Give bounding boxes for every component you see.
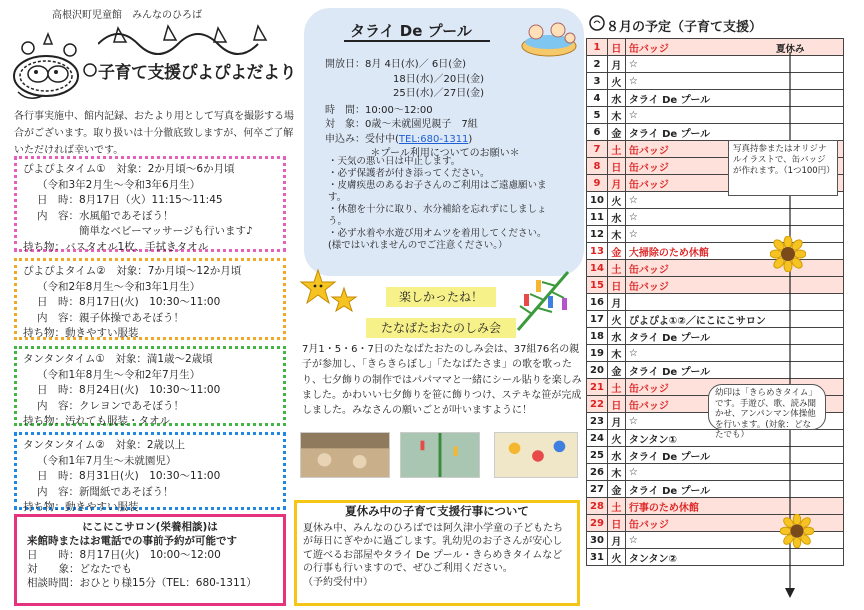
event-tantan-2 bbox=[14, 432, 286, 513]
schedule-weekday: 日 bbox=[607, 158, 625, 175]
event-content: 内 容：新聞紙であそぼう！ bbox=[37, 485, 174, 498]
pool-notice-title: ＊プール利用についてのお願い＊ bbox=[370, 148, 520, 159]
summer-title: 夏休み中の子育て支援行事について bbox=[345, 504, 529, 518]
schedule-weekday: 月 bbox=[607, 175, 625, 192]
pool-rules bbox=[328, 156, 558, 252]
event-heading: ぴよぴよタイム② 対象：7か月頃～12か月頃 bbox=[23, 265, 242, 277]
schedule-weekday: 木 bbox=[607, 107, 625, 124]
schedule-day-number: 29 bbox=[587, 515, 608, 532]
salon-time: 相談時間：おひとり様15分（TEL：680-1311） bbox=[27, 577, 257, 589]
event-tantan-1 bbox=[14, 346, 286, 426]
schedule-event: タライ De プール bbox=[625, 481, 843, 498]
pool-rule: ・必ず水着や水遊び用オムツを着用してください。(様ではいれませんのでご注意ください。） bbox=[328, 228, 547, 251]
pool-target-value: 0歳～未就園児親子 7組 bbox=[365, 119, 478, 130]
sunflower-icon bbox=[780, 514, 814, 548]
pool-date-row bbox=[325, 58, 575, 73]
schedule-day-number: 3 bbox=[587, 73, 608, 90]
schedule-weekday: 火 bbox=[607, 192, 625, 209]
schedule-day-number: 2 bbox=[587, 56, 608, 73]
schedule-day-number: 26 bbox=[587, 464, 608, 481]
kirameki-info-bubble: 幼印は「きらめきタイム」です。手遊び、歌、読み聞かせ、アンパンマン体操他を行います。(対象：どなたでも） bbox=[708, 384, 826, 430]
event-heading: タンタンタイム② 対象：2歳以上 bbox=[23, 439, 186, 451]
pool-date-value: 8月 4日(水)／ 6日(金) bbox=[365, 59, 467, 70]
schedule-weekday: 日 bbox=[607, 277, 625, 294]
ribbon-decoration bbox=[98, 20, 278, 56]
pool-target-row bbox=[325, 118, 575, 133]
pool-date-label bbox=[325, 87, 365, 102]
schedule-event: 缶バッジ bbox=[625, 141, 843, 158]
event-piyopiyo-1 bbox=[14, 156, 286, 252]
schedule-day-number: 10 bbox=[587, 192, 608, 209]
schedule-event: タライ De プール bbox=[625, 124, 843, 141]
pool-apply-text: 受付中( bbox=[365, 133, 399, 145]
schedule-weekday: 木 bbox=[607, 226, 625, 243]
schedule-weekday: 水 bbox=[607, 209, 625, 226]
pool-apply-label: 申込み： bbox=[325, 133, 365, 145]
schedule-day-number: 30 bbox=[587, 532, 608, 549]
schedule-event: 缶バッジ bbox=[625, 379, 843, 396]
schedule-event: ☆ bbox=[625, 209, 843, 226]
summer-events-box bbox=[294, 500, 580, 606]
schedule-day-number: 21 bbox=[587, 379, 608, 396]
schedule-event: 缶バッジ bbox=[625, 396, 843, 413]
schedule-event: タンタン② bbox=[625, 549, 843, 566]
schedule-day-number: 18 bbox=[587, 328, 608, 345]
photo-notice: 各行事実施中、館内記録、おたより用として写真を撮影する場合がございます。取り扱いは十分徹底致しますが、何卒ご了解いただければ幸いです。 bbox=[14, 111, 294, 156]
summer-vacation-label: 夏休み bbox=[776, 44, 805, 55]
pool-date-value: 18日(水)／20日(金) bbox=[393, 73, 485, 85]
pool-target-label: 対 象： bbox=[325, 119, 365, 130]
schedule-weekday: 火 bbox=[607, 549, 625, 566]
calendar-title: ８月の予定（子育て支援） bbox=[606, 20, 763, 35]
schedule-event: ☆ bbox=[625, 345, 843, 362]
tanabata-photo bbox=[494, 432, 578, 478]
schedule-event: 缶バッジ bbox=[625, 158, 843, 175]
schedule-weekday: 月 bbox=[607, 413, 625, 430]
schedule-event: 缶バッジ bbox=[625, 515, 843, 532]
schedule-event: 缶バッジ bbox=[625, 277, 843, 294]
schedule-day-number: 24 bbox=[587, 430, 608, 447]
schedule-event: タライ De プール bbox=[625, 447, 843, 464]
schedule-weekday: 日 bbox=[607, 515, 625, 532]
summer-text: 夏休み中、みんなのひろばでは阿久津小学童の子どもたちが毎日にぎやかに過ごします。乳幼児のお子さんが安心して遊べるお部屋やタライ De プール・きらめきタイムなどの行事も行いますので、ぜひご利用ください。 bbox=[303, 522, 563, 574]
calendar-heading-icon bbox=[588, 14, 606, 32]
schedule-weekday: 水 bbox=[607, 328, 625, 345]
tanabata-photo bbox=[400, 432, 480, 478]
schedule-weekday: 水 bbox=[607, 90, 625, 107]
tanabata-title: たなばたおたのしみ会 bbox=[366, 318, 516, 338]
schedule-weekday: 月 bbox=[607, 294, 625, 311]
schedule-weekday: 木 bbox=[607, 464, 625, 481]
pool-date-label bbox=[325, 73, 365, 88]
pool-time-row bbox=[325, 104, 575, 119]
event-content: 内 容：水風船であそぼう！ bbox=[37, 209, 174, 222]
event-content: 内 容：親子体操であそぼう！ bbox=[37, 311, 184, 324]
schedule-event: 行事のため休館 bbox=[625, 498, 843, 515]
schedule-day-number: 17 bbox=[587, 311, 608, 328]
schedule-day-number: 5 bbox=[587, 107, 608, 124]
event-bring: 持ち物：バスタオル1枚、手拭きタオル bbox=[23, 240, 209, 253]
schedule-day-number: 19 bbox=[587, 345, 608, 362]
schedule-weekday: 火 bbox=[607, 73, 625, 90]
schedule-event: 缶バッジ bbox=[625, 175, 843, 192]
schedule-weekday: 金 bbox=[607, 481, 625, 498]
schedule-event: ☆ bbox=[625, 413, 843, 430]
schedule-weekday: 日 bbox=[607, 396, 625, 413]
schedule-event: ☆ bbox=[625, 532, 843, 549]
schedule-weekday: 金 bbox=[607, 243, 625, 260]
schedule-weekday: 土 bbox=[607, 498, 625, 515]
schedule-day-number: 7 bbox=[587, 141, 608, 158]
event-target-range: （令和1年7月生～未就園児） bbox=[37, 454, 177, 467]
event-bring: 持ち物：動きやすい服装 bbox=[23, 501, 139, 513]
pool-date-label: 開放日： bbox=[325, 59, 365, 70]
schedule-weekday: 金 bbox=[607, 124, 625, 141]
pool-illustration bbox=[520, 14, 578, 58]
schedule-day-number: 23 bbox=[587, 413, 608, 430]
schedule-event: 大掃除のため休館 bbox=[625, 243, 843, 260]
pool-date-value: 25日(水)／27日(金) bbox=[393, 88, 485, 99]
schedule-day-number: 28 bbox=[587, 498, 608, 515]
event-date: 日 時：8月24日(火) 10:30～11:00 bbox=[37, 384, 221, 396]
schedule-event: ☆ bbox=[625, 226, 843, 243]
schedule-event: 缶バッジ bbox=[625, 260, 843, 277]
schedule-weekday: 月 bbox=[607, 56, 625, 73]
schedule-day-number: 12 bbox=[587, 226, 608, 243]
salon-title: にこにこサロン(栄養相談)は bbox=[82, 521, 218, 533]
newsletter-title: 子育て支援ぴよぴよだより bbox=[98, 63, 296, 83]
schedule-weekday: 月 bbox=[607, 532, 625, 549]
pool-title: タライ De プール bbox=[350, 22, 472, 40]
tanabata-report: 7月1・5・6・7日のたなばたおたのしみ会は、37組76名の親子が参加し、「きらきらぼし」「たなばたさま」の歌を歌ったり、七夕飾りの制作ではパパママと一緒にシール貼りを楽しみました。かわいい七夕飾りを笹に飾りつけ、ステキな笹が完成しました。みなさんの願いごとが叶いますように！ bbox=[302, 344, 582, 417]
pool-rule: ・皮膚疾患のあるお子さんのご利用はご遠慮願います。 bbox=[328, 180, 547, 203]
tanabata-fun-label: 楽しかったね！ bbox=[386, 287, 496, 307]
chick-logo bbox=[8, 26, 100, 104]
schedule-day-number: 13 bbox=[587, 243, 608, 260]
pool-time-label: 時 間： bbox=[325, 104, 365, 116]
pool-apply-tel-link[interactable]: TEL:680-1311 bbox=[398, 133, 469, 145]
schedule-event: タライ De プール bbox=[625, 90, 843, 107]
schedule-day-number: 16 bbox=[587, 294, 608, 311]
salon-subtitle: 来館時またはお電話での事前予約が可能です bbox=[27, 535, 237, 547]
schedule-day-number: 6 bbox=[587, 124, 608, 141]
salon-box bbox=[14, 514, 286, 606]
pool-rule: ・天気の悪い日は中止します。 bbox=[328, 156, 461, 167]
salon-date: 日 時：8月17日(火) 10:00～12:00 bbox=[27, 549, 221, 561]
schedule-weekday: 土 bbox=[607, 141, 625, 158]
schedule-weekday: 木 bbox=[607, 345, 625, 362]
pool-rule: ・必ず保護者が付き添ってください。 bbox=[328, 168, 490, 179]
schedule-event: ☆ bbox=[625, 73, 843, 90]
event-date: 日 時：8月17日（火）11:15～11:45 bbox=[37, 194, 223, 206]
schedule-day-number: 27 bbox=[587, 481, 608, 498]
event-heading: ぴよぴよタイム① 対象：2か月頃～6か月頃 bbox=[23, 163, 235, 175]
schedule-day-number: 22 bbox=[587, 396, 608, 413]
pool-time-value: 10:00～12:00 bbox=[365, 104, 433, 116]
schedule-day-number: 15 bbox=[587, 277, 608, 294]
event-date: 日 時：8月17日(火) 10:30～11:00 bbox=[37, 296, 221, 308]
star-characters-illustration bbox=[300, 268, 360, 316]
schedule-weekday: 火 bbox=[607, 430, 625, 447]
pool-date-row bbox=[325, 87, 575, 102]
schedule-event: ぴよぴよ①②／にこにこサロン bbox=[625, 311, 843, 328]
schedule-day-number: 20 bbox=[587, 362, 608, 379]
schedule-weekday: 土 bbox=[607, 260, 625, 277]
pool-date-row bbox=[325, 73, 575, 88]
tanabata-bamboo-illustration bbox=[508, 268, 584, 332]
schedule-event: ☆ bbox=[625, 56, 843, 73]
schedule-weekday: 土 bbox=[607, 379, 625, 396]
schedule-day-number: 1 bbox=[587, 39, 608, 56]
event-heading: タンタンタイム① 対象：満1歳～2歳頃 bbox=[23, 353, 213, 365]
badge-info-bubble: 写真持参またはオリジナルイラストで、缶バッジが作れます。（1つ100円） bbox=[728, 140, 838, 196]
schedule-weekday: 金 bbox=[607, 362, 625, 379]
schedule-day-number: 14 bbox=[587, 260, 608, 277]
schedule-day-number: 31 bbox=[587, 549, 608, 566]
sunflower-icon bbox=[770, 236, 806, 272]
schedule-day-number: 11 bbox=[587, 209, 608, 226]
summer-note: （予約受付中） bbox=[303, 576, 373, 588]
pool-apply-end: ) bbox=[468, 133, 473, 145]
event-target-range: （令和2年8月生～令和3年1月生） bbox=[37, 280, 201, 293]
schedule-weekday: 火 bbox=[607, 311, 625, 328]
schedule-day-number: 8 bbox=[587, 158, 608, 175]
event-piyopiyo-2 bbox=[14, 258, 286, 340]
schedule-event: タライ De プール bbox=[625, 328, 843, 345]
schedule-day-number: 9 bbox=[587, 175, 608, 192]
schedule-day-number: 25 bbox=[587, 447, 608, 464]
pool-title-underline bbox=[344, 40, 490, 42]
schedule-weekday: 日 bbox=[607, 39, 625, 56]
tanabata-photo bbox=[300, 432, 390, 478]
schedule-event: タンタン① bbox=[625, 430, 843, 447]
schedule-event: ☆ bbox=[625, 107, 843, 124]
schedule-event: タライ De プール bbox=[625, 362, 843, 379]
schedule-day-number: 4 bbox=[587, 90, 608, 107]
pool-info bbox=[325, 58, 575, 147]
pool-rule: ・休憩を十分に取り、水分補給を忘れずにしましょう。 bbox=[328, 204, 547, 227]
event-date: 日 時：8月31日(火) 10:30～11:00 bbox=[37, 470, 221, 482]
event-target-range: （令和3年2月生～令和3年6月生） bbox=[37, 178, 201, 191]
schedule-event: ☆ bbox=[625, 192, 843, 209]
schedule-weekday: 水 bbox=[607, 447, 625, 464]
event-bring: 持ち物：動きやすい服装 bbox=[23, 327, 139, 339]
organization-name: 高根沢町児童館 みんなのひろば bbox=[52, 10, 202, 21]
schedule-event: ☆ bbox=[625, 464, 843, 481]
salon-target: 対 象：どなたでも bbox=[27, 563, 132, 575]
event-target-range: （令和1年8月生～令和2年7月生） bbox=[37, 368, 201, 381]
schedule-event: 缶バッジ bbox=[625, 39, 843, 56]
event-content: 内 容：クレヨンであそぼう！ bbox=[37, 399, 184, 412]
event-bring: 持ち物：汚れても服装・タオル bbox=[23, 415, 170, 427]
event-extra: 簡単なベビーマッサージも行います♪ bbox=[79, 225, 253, 237]
